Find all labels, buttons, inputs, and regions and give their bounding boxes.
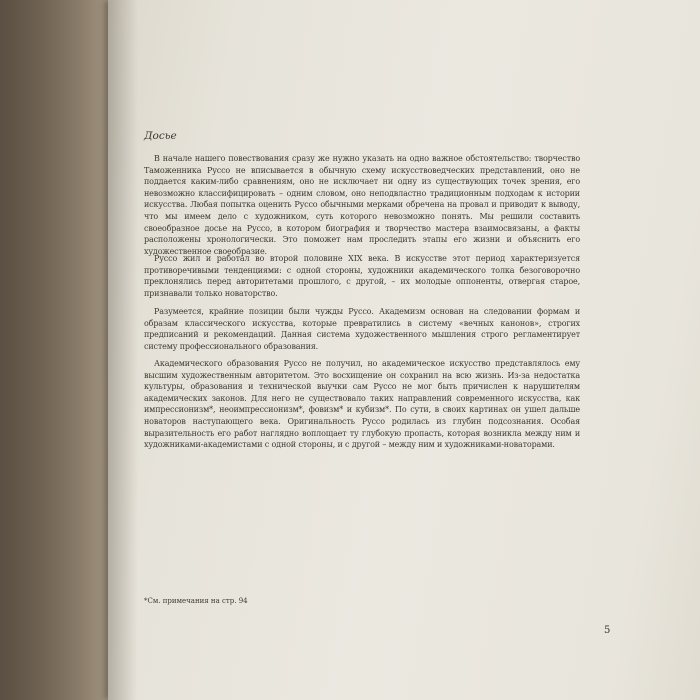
footnote: *См. примечания на стр. 94 [144, 597, 248, 605]
paragraph-4: Академического образования Руссо не получил, но академическое искусство представлялось ему высшим художественным авторитетом. Это восхищение он сохранил на всю жизнь. Из-за недостатка культуры, образования и технической выучки сам Руссо не мог быть причислен к нарушителям академических законов. Для него не существовало таких направлений современного искусства, как импрессионизм*, неоимпрессионизм*, фовизм* и кубизм*. По сути, в своих картинах он ушел дальше новаторов наступающего века. Оригинальность Руссо родилась из глубин подсознания. Особая выразительность его работ наглядно воплощает ту глубокую пропасть, которая возникла между ним и художниками-академистами с одной стороны, и с другой – между ним и художниками-новаторами. [144, 359, 580, 450]
paragraph-1: В начале нашего повествования сразу же нужно указать на одно важное обстоятельство: творчество Таможенника Руссо не вписывается в обычную схему искусствоведческих представлений, оно не поддается каким-либо сравнениям, оно не исключает ни одну из существующих точек зрения, его невозможно классифицировать – одним словом, оно неподвластно традиционным подходам к истории искусства. Любая попытка оценить Руссо обычными мерками обречена на провал и приводит к выводу, что мы имеем дело с художником, суть которого невозможно понять. Мы решили составить своеобразное досье на Руссо, в котором биография и творчество мастера взаимосвязаны, а факты расположены хронологически. Это поможет нам проследить этапы его жизни и объяснить его художественное своеобразие. [144, 154, 580, 256]
paragraph-2: Руссо жил и работал во второй половине XIX века. В искусстве этот период характеризуется противоречивыми тенденциями: с одной стороны, художники академического толка безоговорочно преклонялись перед авторитетами прошлого, с другой, – их молодые оппоненты, отвергая старое, признавали только новаторство. [144, 254, 580, 298]
paragraph-3: Разумеется, крайние позиции были чужды Руссо. Академизм основан на следовании формам и образам классического искусства, которые превратились в систему «вечных канонов», строгих предписаний и рекомендаций. Данная система художественного мышления строго регламентирует систему профессионального образования. [144, 307, 580, 351]
page-number: 5 [604, 625, 611, 636]
section-heading: Досье [144, 130, 177, 142]
page-gutter-shadow [108, 0, 138, 700]
book-page [108, 0, 700, 700]
